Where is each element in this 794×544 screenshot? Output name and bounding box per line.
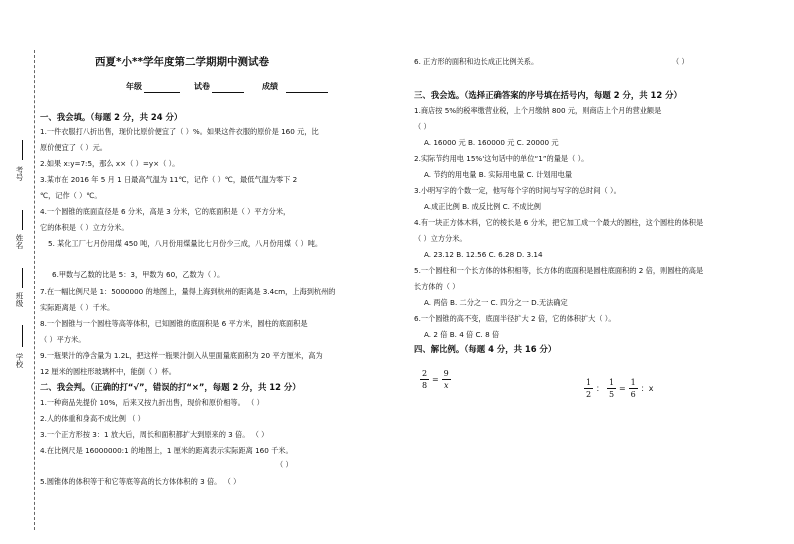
paper-label: 试卷 bbox=[194, 82, 210, 91]
right-q6-blank: （ ） bbox=[672, 57, 689, 66]
s3-line: A. 节约的用电量 B. 实际用电量 C. 计划用电量 bbox=[424, 170, 573, 179]
numerator: 9 bbox=[443, 369, 449, 378]
numerator: 2 bbox=[421, 369, 428, 378]
numerator: 1 bbox=[608, 378, 615, 387]
fraction bbox=[442, 369, 451, 390]
fraction bbox=[607, 378, 616, 399]
s3-line: A. 2 倍 B. 4 倍 C. 8 倍 bbox=[424, 330, 500, 339]
fraction-bar bbox=[442, 379, 451, 380]
s1-line: 12 厘米的圆柱形玻璃杯中，能倒（ ）杯。 bbox=[40, 367, 176, 376]
fraction-bar bbox=[629, 388, 638, 389]
s2-line: 1.一种商品先提价 10%，后来又按九折出售，现价和原价相等。 （ ） bbox=[40, 398, 264, 407]
s1-line: 3.某市在 2016 年 5 月 1 日最高气温为 11℃，记作（ ）℃，最低气温为零下 2 bbox=[40, 175, 298, 184]
denominator: 5 bbox=[608, 390, 615, 399]
score-label: 成绩 bbox=[262, 82, 278, 91]
s3-line: A. 23.12 B. 12.56 C. 6.28 D. 3.14 bbox=[424, 250, 543, 259]
s1-line: 5. 某化工厂七月份用煤 450 吨，八月份用煤量比七月份少三成，八月份用煤（ ）吨。 bbox=[48, 239, 323, 248]
binding-school-label: 学校 bbox=[15, 353, 24, 368]
s1-line: 4.一个圆锥的底面直径是 6 分米，高是 3 分米，它的底面积是（ ）平方分米， bbox=[40, 207, 291, 216]
s3-line: A. 16000 元 B. 160000 元 C. 20000 元 bbox=[424, 138, 559, 147]
section3-heading: 三、我会选。（选择正确答案的序号填在括号内，每题 2 分，共 12 分） bbox=[414, 90, 682, 100]
binding-line-class bbox=[22, 268, 23, 288]
s2-line: （ ） bbox=[276, 460, 293, 469]
s1-line: 9.一瓶果汁的净含量为 1.2L，把这样一瓶果汁倒入从里面量底面积为 20 平方厘米，高为 bbox=[40, 351, 323, 360]
proportion-1 bbox=[420, 369, 451, 390]
s2-line: 3.一个正方形按 3：1 放大后，周长和面积都扩大到原来的 3 倍。 （ ） bbox=[40, 430, 269, 439]
page-title: 西夏*小**学年度第二学期期中测试卷 bbox=[95, 56, 269, 68]
binding-name-label: 姓名 bbox=[15, 234, 24, 249]
numerator: 1 bbox=[585, 378, 592, 387]
s1-line: 8.一个圆锥与一个圆柱等高等体积，已知圆锥的底面积是 6 平方米，圆柱的底面积是 bbox=[40, 319, 308, 328]
s3-line: 1.商店按 5%的税率缴营业税，上个月缴纳 800 元，则商店上个月的营业额是 bbox=[414, 106, 662, 115]
equals-sign: = bbox=[619, 384, 626, 393]
section2-heading: 二、我会判。（正确的打“√”，错误的打“×”，每题 2 分，共 12 分） bbox=[40, 382, 301, 392]
s1-line: 实际距离是（ ）千米。 bbox=[40, 303, 115, 312]
grade-blank bbox=[144, 92, 180, 93]
fraction-bar bbox=[420, 379, 429, 380]
binding-dashed-line bbox=[34, 50, 35, 530]
paper-blank bbox=[212, 92, 244, 93]
s1-line: 6.甲数与乙数的比是 5：3，甲数为 60，乙数为（ ）。 bbox=[52, 270, 225, 279]
s3-line: 6.一个圆锥的高不变，底面半径扩大 2 倍，它的体积扩大（ ）。 bbox=[414, 314, 616, 323]
section4-heading: 四、解比例。（每题 4 分，共 16 分） bbox=[414, 344, 557, 354]
denominator: 6 bbox=[630, 390, 636, 399]
fraction bbox=[629, 378, 638, 399]
s1-line: 1.一件衣服打八折出售，现价比原价便宜了（ ）%。如果这件衣服的原价是 160 元，比 bbox=[40, 127, 319, 136]
s3-line: 3.小明写字的个数一定，他写每个字的时间与写字的总时间（ ）。 bbox=[414, 186, 621, 195]
binding-number-label: 考号 bbox=[15, 166, 24, 181]
binding-line-number bbox=[22, 140, 23, 160]
fraction bbox=[420, 369, 429, 390]
grade-label: 年级 bbox=[126, 82, 142, 91]
numerator: 1 bbox=[630, 378, 636, 387]
s1-line: 它的体积是（ ）立方分米。 bbox=[40, 223, 129, 232]
s1-line: 2.如果 x:y=7:5，那么 x×（ ）=y×（ ）。 bbox=[40, 159, 180, 168]
fraction-bar bbox=[607, 388, 616, 389]
proportion-2 bbox=[584, 378, 653, 399]
binding-line-school bbox=[22, 325, 23, 347]
binding-line-name bbox=[22, 210, 23, 230]
fraction bbox=[584, 378, 593, 399]
s3-line: 2.实际节约用电 15%'这句话中的单位“1”的量是（ ）。 bbox=[414, 154, 589, 163]
denominator: 2 bbox=[585, 390, 592, 399]
tail-ratio: ：x bbox=[640, 384, 654, 393]
s1-line: 7.在一幅比例尺是 1：5000000 的地图上，量得上海到杭州的距离是 3.4cm，上海到杭州的 bbox=[40, 287, 336, 296]
score-blank bbox=[286, 92, 328, 93]
s3-line: 长方体的（ ） bbox=[414, 282, 460, 291]
s3-line: A. 两倍 B. 二分之一 C. 四分之一 D.无法确定 bbox=[424, 298, 568, 307]
right-q6-text: 6. 正方形的面积和边长成正比例关系。 bbox=[414, 57, 539, 66]
s3-line: A.成正比例 B. 成反比例 C. 不成比例 bbox=[424, 202, 541, 211]
fraction-bar bbox=[584, 388, 593, 389]
s2-line: 5.圆锥体的体积等于和它等底等高的长方体体积的 3 倍。 （ ） bbox=[40, 477, 241, 486]
equals-sign: = bbox=[432, 375, 439, 384]
s3-line: （ ）立方分米。 bbox=[414, 234, 467, 243]
colon: ： bbox=[596, 384, 604, 393]
section1-heading: 一、我会填。（每题 2 分，共 24 分） bbox=[40, 112, 183, 122]
s3-line: （ ） bbox=[414, 122, 431, 131]
s1-line: 原价便宜了（ ）元。 bbox=[40, 143, 107, 152]
s3-line: 5.一个圆柱和一个长方体的体积相等，长方体的底面积是圆柱底面积的 2 倍，则圆柱的高是 bbox=[414, 266, 704, 275]
s1-line: （ ）平方米。 bbox=[40, 335, 86, 344]
denominator: 8 bbox=[421, 381, 428, 390]
s2-line: 2.人的体重和身高不成比例 （ ） bbox=[40, 414, 145, 423]
s3-line: 4.有一块正方体木料，它的棱长是 6 分米，把它加工成一个最大的圆柱，这个圆柱的体积是 bbox=[414, 218, 704, 227]
denominator: x bbox=[443, 381, 449, 390]
binding-class-label: 班级 bbox=[15, 292, 24, 307]
s2-line: 4.在比例尺是 16000000:1 的地图上，1 厘米的距离表示实际距离 160 千米。 bbox=[40, 446, 293, 455]
s1-line: ℃，记作（ ）℃。 bbox=[40, 191, 102, 200]
